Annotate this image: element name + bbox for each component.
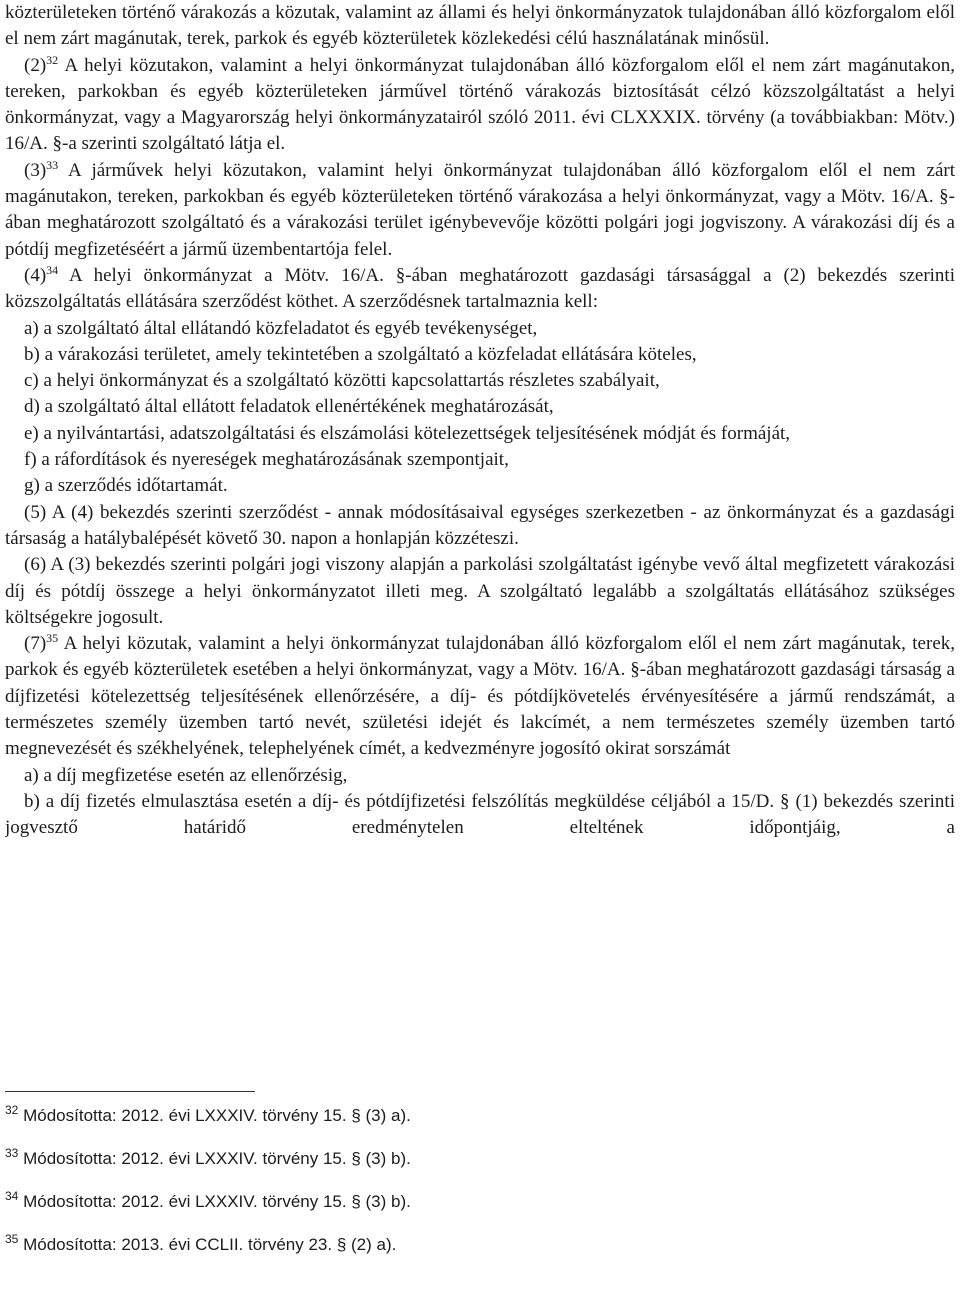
paragraph-text: A helyi közutakon, valamint a helyi önkormányzat tulajdonában álló közforgalom elől el nem zárt magánutakon, tereken, parkokban és egyéb közterületeken járművel történő várakozás biztosítását célzó közszolgáltatást a helyi önkormányzat, vagy a Magyarország helyi önkormányzatairól szóló 2011. évi CLXXXIX. törvény (a továbbiakban: Mötv.) 16/A. §-a szerinti szolgáltató látja el. [5,54,955,155]
footnote-separator [5,1091,255,1092]
paragraph-continuation: közterületeken történő várakozás a közutak, valamint az állami és helyi önkormányzatok tulajdonában álló közforgalom elől el nem zárt magánutak, terek, parkok és egyéb közterületek közlekedési célú használatának minősül. [5,2,955,50]
footnote-number: 34 [5,1189,19,1203]
footnote-text: Módosította: 2013. évi CCLII. törvény 23. § (2) a). [23,1235,397,1254]
list-item: a) a díj megfizetése esetén az ellenőrzésig, [24,764,348,786]
footnote-item [5,1189,945,1215]
paragraph-label: (3) [24,159,47,181]
paragraph-text: A helyi közutak, valamint a helyi önkormányzat tulajdonában álló közforgalom elől el nem zárt magánutak, terek, parkok és egyéb közterületek esetében a helyi önkormányzat, vagy a Mötv. 16/A. §-ában meghatározott gazdasági társaság a díjfizetési kötelezettség teljesítésének ellenőrzésére, a díj- és pótdíjkövetelés érvényesítésére a jármű rendszámát, a természetes személy üzemben tartó nevét, születési idejét és lakcímét, a nem természetes személy üzemben tartó megnevezését és székhelyének, telephelyének címét, a kedvezményre jogosító okirat sorszámát [5,633,955,760]
footnote-number: 33 [5,1146,19,1160]
paragraph-label: (7) [24,633,47,655]
footnote-text: Módosította: 2012. évi LXXXIV. törvény 15. § (3) a). [23,1106,411,1125]
footnote-item [5,1232,945,1258]
list-item: g) a szerződés időtartamát. [24,475,228,497]
list-item: b) a díj fizetés elmulasztása esetén a díj- és pótdíjfizetési felszólítás megküldése céljából a 15/D. § (1) bekezdés szerinti jogvesztő határidő eredménytelen elteltének időpontjáig, a [5,790,955,839]
paragraph-5: (5) A (4) bekezdés szerinti szerződést - annak módosításaival egységes szerkezetben - az önkormányzat és a gazdasági társaság a hatálybalépését követő 30. napon a honlapján közzéteszi. [5,501,955,549]
list-item: a) a szolgáltató által ellátandó közfeladatot és egyéb tevékenységet, [24,317,538,339]
paragraph-text: A járművek helyi közutakon, valamint helyi önkormányzat tulajdonában álló közforgalom elől el nem zárt magánutakon, tereken, parkokban és egyéb közterületeken történő várakozása a helyi önkormányzat, vagy a Mötv. 16/A. §-ában meghatározott szolgáltató és a várakozási terület igénybevevője közötti polgári jogi jogviszony. A várakozási díj és a pótdíj megfizetéséért a jármű üzembentartója felel. [5,159,955,260]
paragraph-4 [5,263,955,316]
footnote-text: Módosította: 2012. évi LXXXIV. törvény 15. § (3) b). [23,1192,411,1211]
paragraph-text: A helyi önkormányzat a Mötv. 16/A. §-ában meghatározott gazdasági társasággal a (2) bekezdés szerinti közszolgáltatás ellátására szerződést köthet. A szerződésnek tartalmaznia kell: [5,264,955,313]
footnote-text: Módosította: 2012. évi LXXXIV. törvény 15. § (3) b). [23,1149,411,1168]
list-item: e) a nyilvántartási, adatszolgáltatási és elszámolási kötelezettségek teljesítésének módját és formáját, [24,422,791,444]
footnote-ref[interactable]: 35 [46,631,59,646]
document-body [5,0,955,842]
footnote-item [5,1146,945,1172]
paragraph-6: (6) A (3) bekezdés szerinti polgári jogi viszony alapján a parkolási szolgáltatást igénybe vevő által megfizetett várakozási díj és pótdíj összege a helyi önkormányzatot illeti meg. A szolgáltató legalább a szolgáltatás ellátásához szükséges költségekre jogosult. [5,554,955,628]
paragraph-2 [5,53,955,158]
footnotes [5,1103,945,1275]
footnote-number: 32 [5,1103,19,1117]
document-page [5,0,955,1292]
list-item: c) a helyi önkormányzat és a szolgáltató közötti kapcsolattartás részletes szabályait, [24,370,660,392]
footnote-ref[interactable]: 33 [46,157,59,172]
paragraph-label: (2) [24,54,47,76]
paragraph-7 [5,631,955,762]
footnote-ref[interactable]: 34 [46,262,59,277]
footnote-number: 35 [5,1232,19,1246]
list-item: d) a szolgáltató által ellátott feladatok ellenértékének meghatározását, [24,396,554,418]
paragraph-3 [5,158,955,263]
footnote-ref[interactable]: 32 [46,52,59,67]
list-item: b) a várakozási területet, amely tekintetében a szolgáltató a közfeladat ellátására köteles, [24,343,697,365]
list-item: f) a ráfordítások és nyereségek meghatározásának szempontjait, [24,449,509,471]
footnote-item [5,1103,945,1129]
paragraph-label: (4) [24,264,47,286]
